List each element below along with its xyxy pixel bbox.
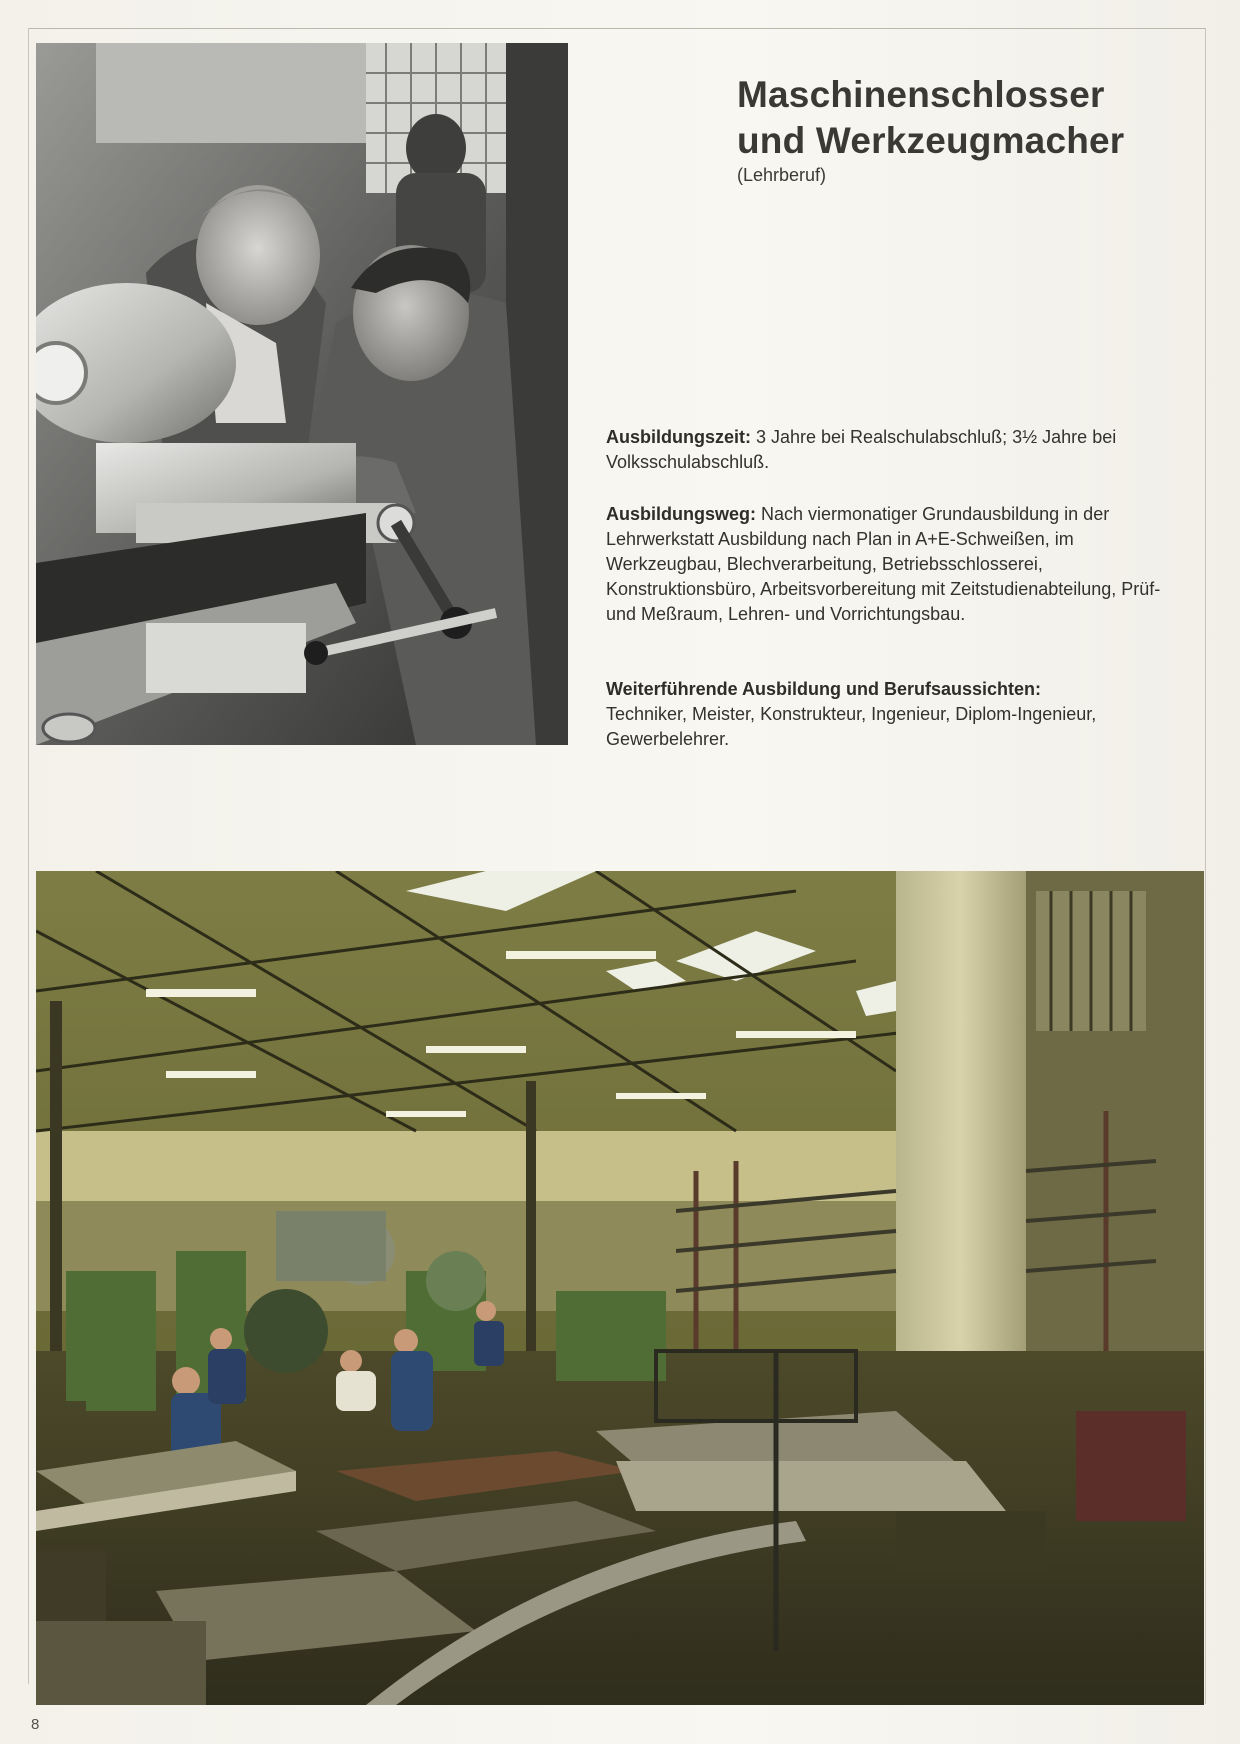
photo-machinists-at-lathe [36,43,568,745]
section-label: Weiterführende Ausbildung und Berufsaussichten: [606,679,1042,699]
frame-rule-left [28,28,29,1684]
section-training-path [606,502,1166,627]
section-text: Techniker, Meister, Konstrukteur, Ingenieur, Diplom-Ingenieur, Gewerbelehrer. [606,704,1097,749]
page-title [737,72,1124,164]
page-number: 8 [31,1716,40,1733]
frame-rule-top [28,28,1206,29]
section-label: Ausbildungszeit: [606,427,751,447]
section-text: Nach viermonatiger Grundausbildung in der Lehrwerkstatt Ausbildung nach Plan in A+E-Schweißen, im Werkzeugbau, Blechverarbeitung, Betriebsschlosserei, Konstruktionsbüro, Arbeitsvorbereitung mit Zeitstudienabteilung, Prüf- und Meßraum, Lehren- und Vorrichtungsbau. [606,504,1161,624]
section-further-training [606,677,1166,752]
frame-rule-right [1205,28,1206,1704]
photo-workshop-hall [36,871,1204,1705]
section-label: Ausbildungsweg: [606,504,756,524]
title-line-2: und Werkzeugmacher [737,120,1125,161]
page-subtitle: (Lehrberuf) [737,165,827,185]
section-text: 3 Jahre bei Realschulabschluß; 3½ Jahre bei Volksschulabschluß. [606,427,1117,472]
section-training-duration [606,425,1166,475]
title-line-1: Maschinenschlosser [737,74,1105,115]
